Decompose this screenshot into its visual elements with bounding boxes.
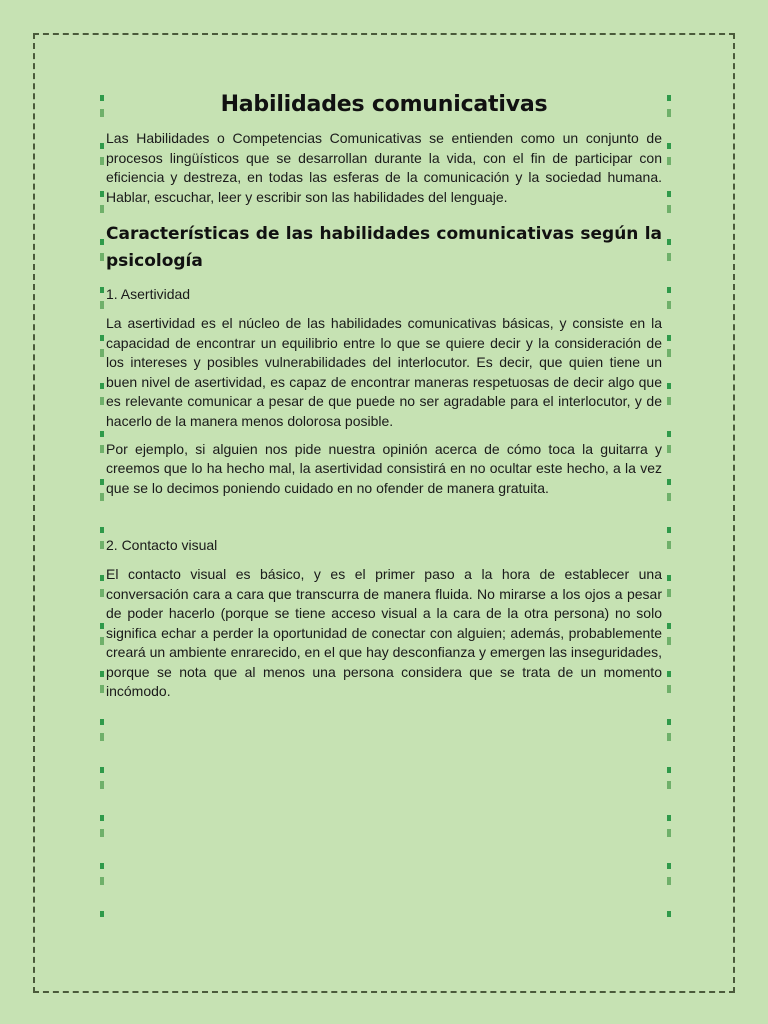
- right-border-decoration: [667, 95, 671, 925]
- asertividad-paragraph-2: Por ejemplo, si alguien nos pide nuestra opinión acerca de cómo toca la guitarra y creemos que lo ha hecho mal, la asertividad consistirá en no ocultar este hecho, a la vez que se lo decimos poniendo cuidado en no ofender de manera gratuita.: [106, 440, 662, 496]
- section-spacer: [106, 506, 662, 536]
- item-heading-contacto-visual: 2. Contacto visual: [106, 537, 218, 554]
- intro-paragraph: Las Habilidades o Competencias Comunicativas se entienden como un conjunto de procesos lingüísticos que se desarrollan durante la vida, con el fin de participar con eficiencia y destreza, en todas las esferas de la comunicación y la sociedad humana. Hablar, escuchar, leer y escribir son las habilidades del lenguaje.: [106, 130, 662, 205]
- asertividad-paragraph-1: La asertividad es el núcleo de las habilidades comunicativas básicas, y consiste en la capacidad de encontrar un equilibrio entre lo que se quiere decir y la consideración de los intereses y posibles vulnerabilidades del interlocutor. Es decir, que quien tiene un buen nivel de asertividad, es capaz de encontrar maneras respetuosas de decir algo que es relevante comunicar a pesar de que puede no ser agradable para el interlocutor, y de hacerlo de la manera menos dolorosa posible.: [106, 314, 662, 429]
- document-body: [106, 92, 662, 710]
- section-heading: Características de las habilidades comunicativas según la psicología: [106, 224, 662, 272]
- contacto-visual-paragraph: El contacto visual es básico, y es el primer paso a la hora de establecer una conversación cara a cara que transcurra de manera fluida. No mirarse a los ojos a pesar de poder hacerlo (porque se tiene acceso visual a la cara de la otra persona) no solo significa echar a perder la oportunidad de conectar con alguien; además, probablemente creará un ambiente enrarecido, en el que hay desconfianza y emergen las inseguridades, porque se nota que al menos una persona considera que se trata de un momento incómodo.: [106, 565, 662, 700]
- item-heading-asertividad: 1. Asertividad: [106, 286, 191, 303]
- document-title: Habilidades comunicativas: [220, 92, 548, 117]
- left-border-decoration: [100, 95, 104, 925]
